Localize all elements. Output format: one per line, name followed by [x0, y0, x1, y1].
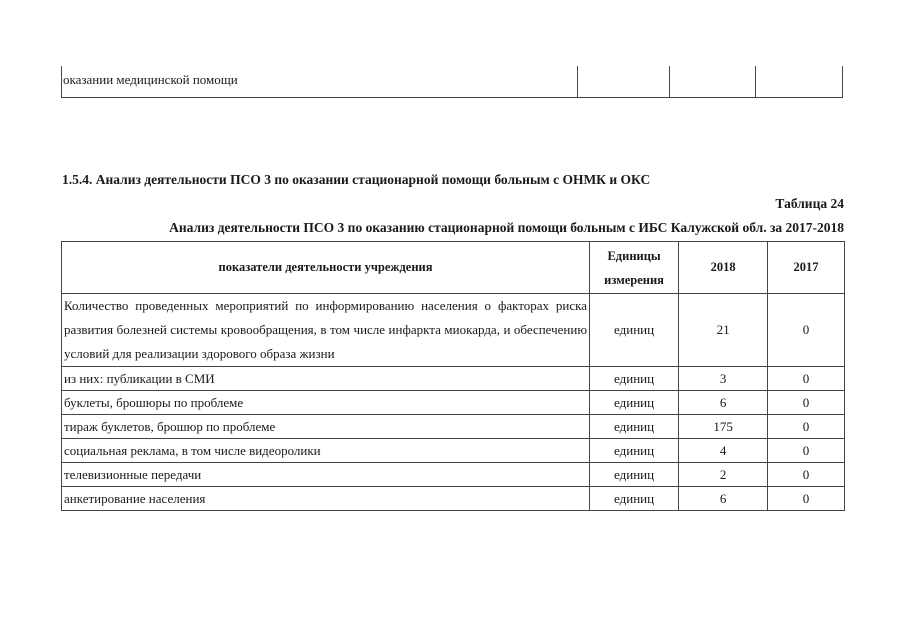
previous-table-fragment [61, 66, 843, 98]
activity-table [61, 241, 845, 511]
cell-indicator: социальная реклама, в том числе видеоролики [62, 439, 590, 463]
header-units [590, 242, 679, 294]
cell-2018: 21 [679, 294, 768, 367]
cell-indicator: из них: публикации в СМИ [62, 367, 590, 391]
cell-indicator: тираж буклетов, брошюр по проблеме [62, 415, 590, 439]
header-year-2017: 2017 [768, 242, 845, 294]
table-border [577, 66, 578, 98]
table-row [62, 487, 845, 511]
cell-2017: 0 [768, 391, 845, 415]
section-heading: 1.5.4. Анализ деятельности ПСО 3 по оказании стационарной помощи больным с ОНМК и ОКС [62, 172, 651, 187]
header-indicator: показатели деятельности учреждения [62, 242, 590, 294]
header-units-line2: измерения [604, 272, 664, 287]
cell-units: единиц [590, 487, 679, 511]
header-year-2018: 2018 [679, 242, 768, 294]
cell-2018: 6 [679, 487, 768, 511]
cell-2017: 0 [768, 463, 845, 487]
table-row [62, 294, 845, 367]
table-border [842, 66, 843, 98]
cell-units: единиц [590, 439, 679, 463]
cell-units: единиц [590, 294, 679, 367]
cell-2018: 6 [679, 391, 768, 415]
cell-indicator: буклеты, брошюры по проблеме [62, 391, 590, 415]
table-border [61, 66, 62, 98]
table-number: Таблица 24 [775, 196, 844, 211]
table-row [62, 439, 845, 463]
cell-2017: 0 [768, 487, 845, 511]
cell-2017: 0 [768, 367, 845, 391]
cell-2018: 3 [679, 367, 768, 391]
table-header-row [62, 242, 845, 294]
table-row [62, 415, 845, 439]
table-row [62, 463, 845, 487]
cell-units: единиц [590, 415, 679, 439]
header-units-line1: Единицы [607, 248, 661, 263]
table-border [669, 66, 670, 98]
cell-2018: 175 [679, 415, 768, 439]
fragment-text: оказании медицинской помощи [63, 72, 238, 87]
cell-2018: 4 [679, 439, 768, 463]
cell-indicator: телевизионные передачи [62, 463, 590, 487]
cell-2017: 0 [768, 415, 845, 439]
cell-units: единиц [590, 463, 679, 487]
cell-indicator: анкетирование населения [62, 487, 590, 511]
table-border [61, 97, 843, 98]
cell-units: единиц [590, 367, 679, 391]
cell-units: единиц [590, 391, 679, 415]
cell-2018: 2 [679, 463, 768, 487]
cell-2017: 0 [768, 439, 845, 463]
cell-2017: 0 [768, 294, 845, 367]
table-row [62, 391, 845, 415]
table-row [62, 367, 845, 391]
cell-indicator: Количество проведенных мероприятий по информированию населения о факторах риска развития болезней системы кровообращения, в том числе инфаркта миокарда, и обеспечению условий для реализации здорового образа жизни [62, 294, 590, 367]
table-border [755, 66, 756, 98]
table-caption: Анализ деятельности ПСО 3 по оказанию стационарной помощи больным с ИБС Калужской обл. за 2017-2018 [169, 220, 844, 235]
